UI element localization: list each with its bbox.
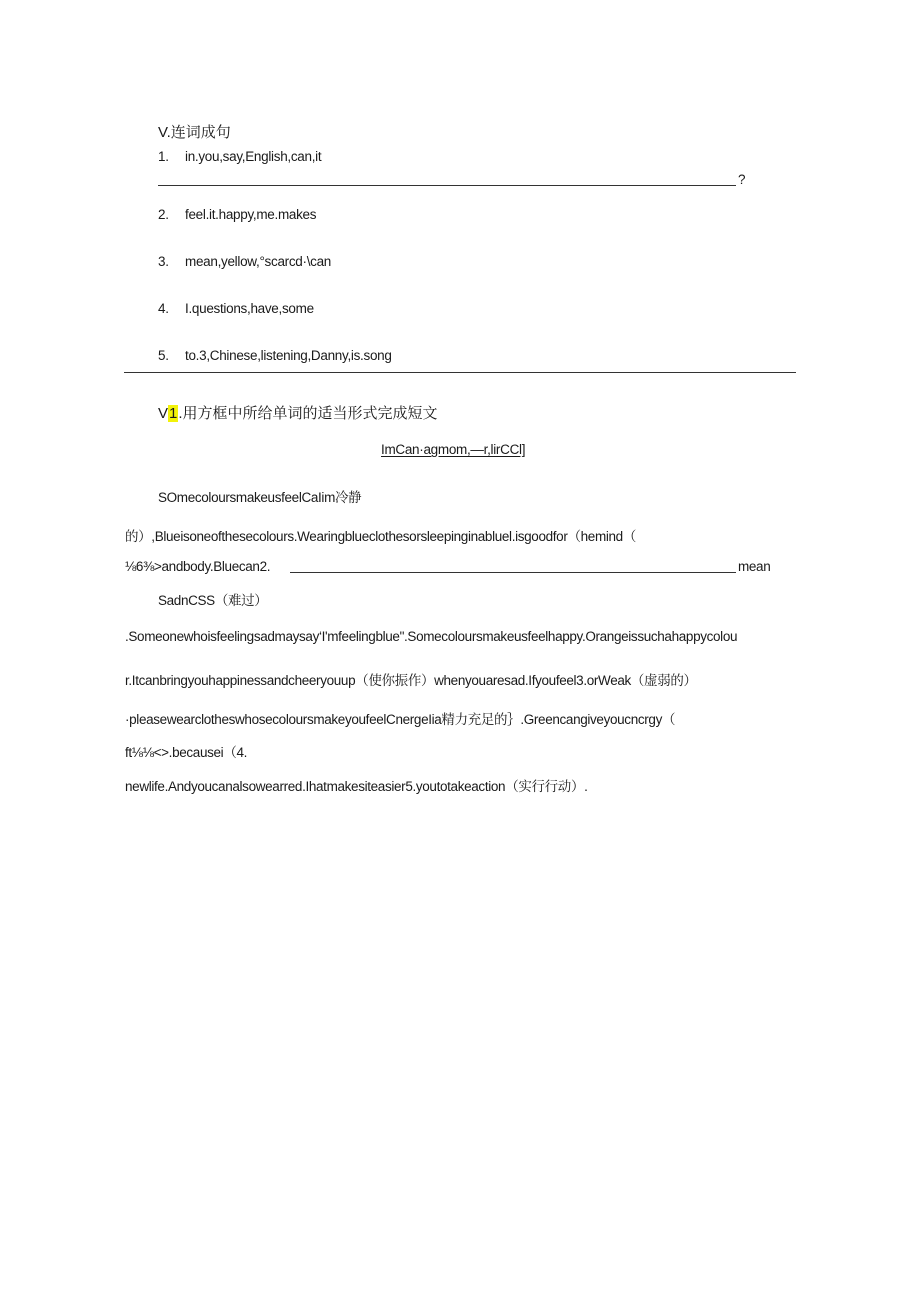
question-3 [158,254,331,269]
question-number: 3. [158,254,169,269]
question-2 [158,207,316,222]
passage-line-7: ·pleasewearclotheswhosecoloursmakeyoufeelCnergeIia精力充足的｝.Greencangiveyoucncrgy（ [125,712,676,727]
title-highlight: 1 [169,405,178,422]
question-words: in.you,say,English,can,it [185,149,322,164]
question-number: 4. [158,301,169,316]
passage-line-5: .Someonewhoisfeelingsadmaysay‘I'mfeelingblue".Somecoloursmakeusfeelhappy.Orangeissuchahappycolou [125,629,738,644]
title-prefix: V [158,405,169,422]
passage-line-6: r.Itcanbringyouhappinessandcheeryouup（使你振作）whenyouaresad.Ifyoufeel3.orWeak（虚弱的） [125,673,697,688]
passage-line-3-end: mean [738,559,771,574]
answer-line-1 [158,185,736,186]
question-words: feel.it.happy,me.makes [185,207,317,222]
passage-line-4: SadnCSS（难过） [158,593,268,608]
question-words: mean,yellow,°scarcd·\can [185,254,332,269]
question-4 [158,301,314,316]
title-rest: .用方框中所给单词的适当形式完成短文 [178,405,438,422]
blank-line [290,572,736,573]
question-1 [158,149,321,164]
section-5-title: V.连词成句 [158,124,231,141]
passage-line-2: 的）,Blueisoneofthesecolours.Wearingblueclothesorsleepinginabluel.isgoodfor（hemind（ [125,529,636,544]
passage-line-8: ft⅛⅛<>.becausei（4. [125,745,248,760]
section-divider [124,372,796,373]
question-5 [158,348,392,363]
question-number: 1. [158,149,169,164]
section-6-title [158,402,438,423]
answer-line-end-mark: ? [738,172,746,187]
question-number: 5. [158,348,169,363]
word-box: ImCan·agmom,—r,lirCCl] [381,442,526,457]
passage-line-3: ⅛6⅜>andbody.Bluecan2. [125,559,271,574]
passage-line-1: SOmecoloursmakeusfeelCaIim冷静 [158,490,362,505]
question-words: I.questions,have,some [185,301,314,316]
question-number: 2. [158,207,169,222]
question-words: to.3,Chinese,listening,Danny,is.song [185,348,392,363]
passage-line-9: newlife.Andyoucanalsowearred.Ihatmakesiteasier5.youtotakeaction（实行行动）. [125,779,588,794]
